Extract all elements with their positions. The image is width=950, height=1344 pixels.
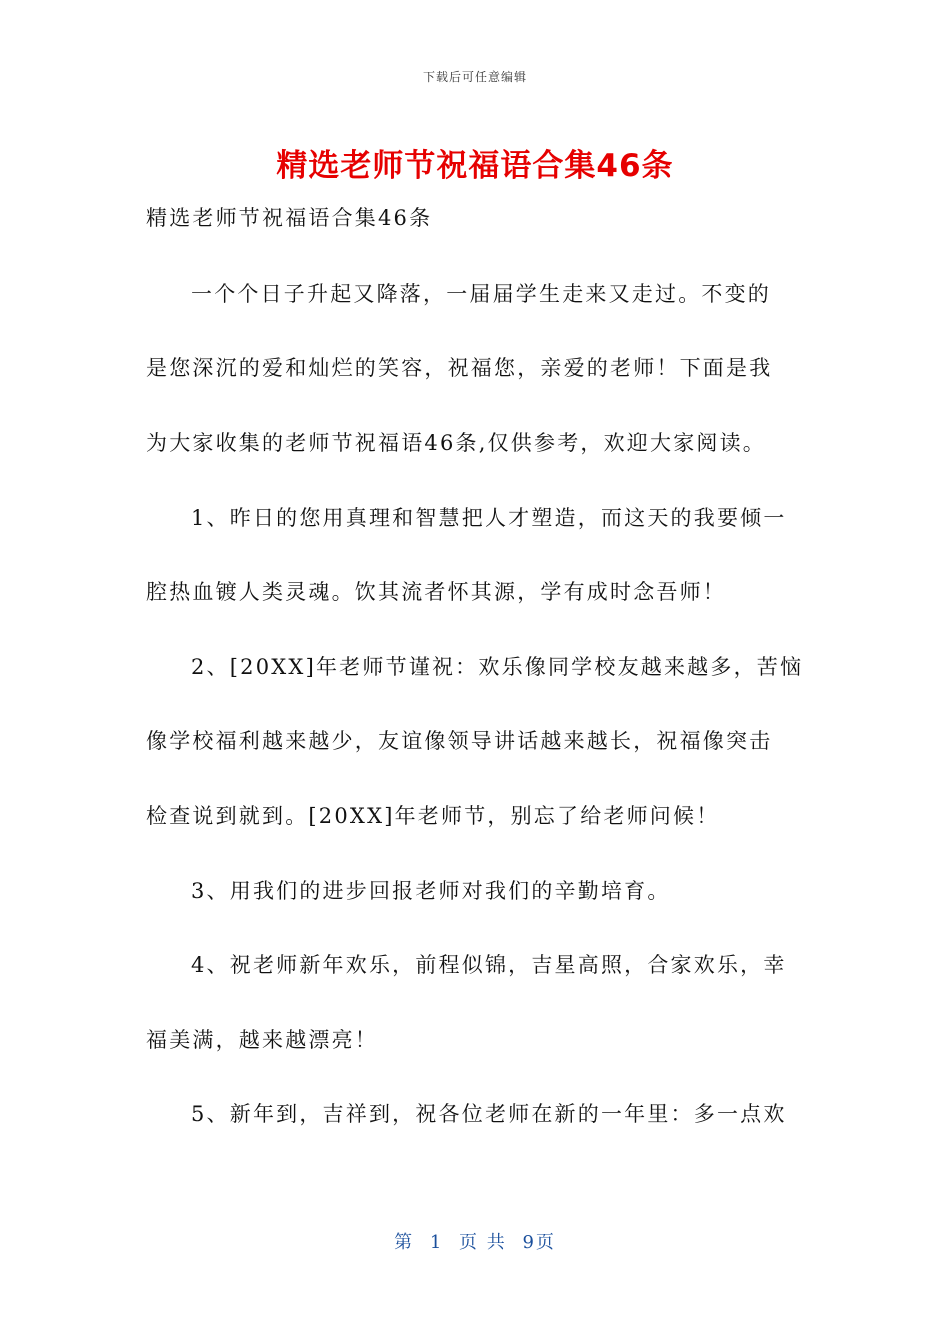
paragraph-line: 为大家收集的老师节祝福语46条,仅供参考，欢迎大家阅读。 xyxy=(146,431,766,455)
paragraph-line: 一个个日子升起又降落，一届届学生走来又走过。不变的 xyxy=(191,282,771,306)
paragraph-line: 3、用我们的进步回报老师对我们的辛勤培育。 xyxy=(191,879,671,903)
paragraph-line: 像学校福利越来越少，友谊像领导讲话越来越长，祝福像突击 xyxy=(146,729,773,753)
footer-total-pages: 9页 xyxy=(522,1232,556,1253)
paragraph-line: 福美满，越来越漂亮！ xyxy=(146,1028,378,1052)
paragraph-line: 腔热血镀人类灵魂。饮其流者怀其源，学有成时念吾师！ xyxy=(146,580,726,604)
document-title: 精选老师节祝福语合集46条 xyxy=(276,148,674,184)
paragraph-line: 2、[20XX]年老师节谨祝：欢乐像同学校友越来越多，苦恼 xyxy=(191,655,804,679)
paragraph-line: 4、祝老师新年欢乐，前程似锦，吉星高照，合家欢乐，幸 xyxy=(191,953,787,977)
footer-current-page: 1 xyxy=(429,1232,444,1253)
footer-middle: 页 共 xyxy=(459,1232,507,1253)
page-footer xyxy=(0,1228,950,1254)
footer-prefix: 第 xyxy=(394,1232,415,1253)
paragraph-line: 5、新年到，吉祥到，祝各位老师在新的一年里：多一点欢 xyxy=(191,1102,787,1126)
paragraph-line: 是您深沉的爱和灿烂的笑容，祝福您，亲爱的老师！下面是我 xyxy=(146,356,773,380)
paragraph-line: 1、昨日的您用真理和智慧把人才塑造，而这天的我要倾一 xyxy=(191,506,787,530)
paragraph-line: 检查说到就到。[20XX]年老师节，别忘了给老师问候！ xyxy=(146,804,720,828)
subtitle-line: 精选老师节祝福语合集46条 xyxy=(146,206,433,230)
header-note: 下载后可任意编辑 xyxy=(422,70,527,84)
